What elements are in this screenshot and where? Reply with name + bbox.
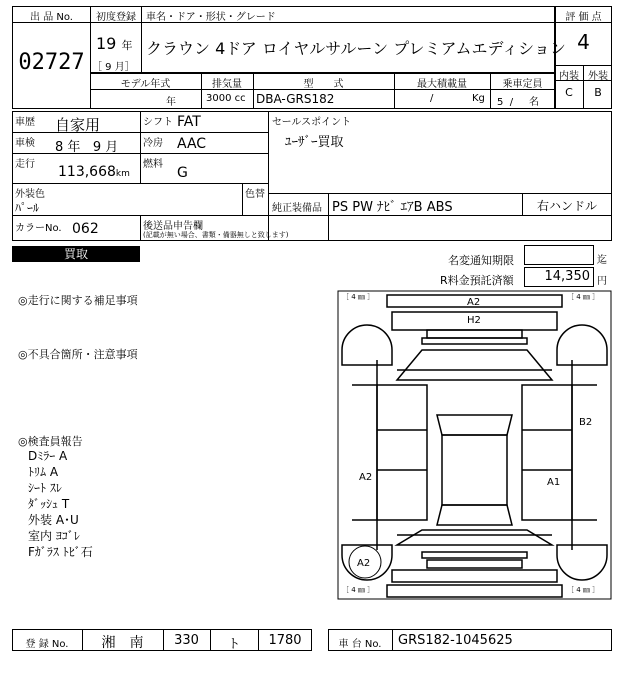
mark-right-door: A1 [547,477,561,488]
chassis-number: GRS182-1045625 [398,633,513,648]
color-no-label: カラーNo. [15,223,62,234]
registration-number: 1780 [268,633,302,648]
inspector-line: Fｶﾞﾗｽ ﾄﾋﾞ石 [28,545,93,559]
inspector-title: ◎検査員報告 [18,435,83,448]
mark-rear-circle: A2 [357,558,371,569]
mileage-value: 113,668 [58,164,116,180]
name-change-unit: 迄 [597,255,607,266]
history-label: 車歴 [15,117,35,128]
damage-diagram [337,290,612,600]
registration-kana: ト [227,637,241,652]
history: 自家用 [55,116,101,134]
registration-region: 湘 南 [101,635,144,651]
ac: AAC [177,136,207,152]
name-change-label: 名変通知期限 [448,254,514,267]
shift: FAT [177,114,201,130]
recycle-label: R料金預託済額 [440,274,514,287]
inspector-lines [28,448,93,560]
driving-notes-title: ◎走行に関する補足事項 [18,294,138,307]
max-load-label: 最大積載量 [417,79,467,90]
color-no: 062 [72,221,99,237]
ac-label: 冷房 [143,138,163,149]
lot-label: 出 品 No. [30,12,73,23]
mark-right-side: B2 [579,417,593,428]
mark-front-bumper: A2 [467,297,481,308]
exterior-color: ﾊﾟｰﾙ [15,201,40,215]
type-label: 型 式 [303,79,344,90]
tire-br: ［ 4 ㎜ ］ [567,586,600,594]
steering: 右ハンドル [536,199,597,213]
inspector-line: ﾄﾘﾑ A [28,465,59,479]
name-change-box [524,245,594,265]
capacity-number: 5 [497,97,504,108]
score-label: 評 価 点 [565,12,602,23]
fuel-label: 燃料 [143,159,163,170]
capacity-unit: 名 [529,97,540,108]
fuel: G [177,165,188,181]
shift-label: シフト [143,117,173,128]
inspector-line: Dﾐﾗｰ A [28,449,68,463]
mark-hood: H2 [467,315,481,326]
first-registration-label: 初度登録 [96,12,136,23]
chassis-label: 車 台 No. [338,639,382,650]
model-year-label: モデル年式 [120,79,171,90]
lot-number: 02727 [18,50,85,75]
inspector-line: ｼｰﾄ ｽﾚ [28,481,62,495]
displacement-unit: cc [234,93,246,104]
reg-year: 19 [96,34,117,53]
mileage-unit: km [115,169,130,179]
inspection-month-unit: 月 [105,140,119,155]
sales-point-label: セールスポイント [272,117,352,128]
inspection-month: 9 [92,140,102,155]
score: 4 [577,30,590,54]
displacement-label: 排気量 [212,79,242,90]
first-registration-year [96,34,132,53]
car-name-label: 車名・ドア・形状・グレード [146,12,276,23]
car-name: クラウン 4ドア ロイヤルサルーン プレミアムエディション [146,39,566,58]
tire-tr: ［ 4 ㎜ ］ [567,293,600,301]
equipment-label: 純正装備品 [272,203,322,214]
inspection-year: 8 [55,140,64,155]
registration-label: 登 録 No. [25,639,69,650]
recycle-amount: 14,350 [544,269,590,284]
first-registration-month: ［ 9 月］ [92,62,135,73]
repaint-label: 色替 [245,189,265,200]
defects-title: ◎不具合箇所・注意事項 [18,348,138,361]
max-load-sep: / [430,93,434,104]
inspection [55,136,118,155]
inspector-line: 外装 A･U [28,513,79,527]
registration-class: 330 [174,633,199,648]
purchase-badge: 買取 [12,246,140,262]
interior-label: 内装 [559,71,579,82]
displacement-value [206,93,246,104]
type-value: DBA-GRS182 [256,92,335,106]
displacement-number: 3000 [206,93,232,104]
mileage [58,164,130,180]
mileage-label: 走行 [15,159,35,170]
inspection-label: 車検 [15,138,35,149]
exterior-label: 外装 [588,71,608,82]
model-year-unit: 年 [166,97,176,108]
equipment: PS PW ﾅﾋﾞ ｴｱB ABS [332,200,453,215]
inspector-line: ﾀﾞｯｼｭ T [28,497,70,511]
interior-grade: C [565,86,573,99]
capacity-sep: / [509,97,514,108]
mark-left-door: A2 [359,472,373,483]
capacity-value [497,93,539,108]
tire-bl: ［ 4 ㎜ ］ [342,586,375,594]
recycle-unit: 円 [597,276,607,287]
capacity-label: 乗車定員 [502,79,543,90]
max-load-unit: Kg [472,93,485,104]
inspection-year-unit: 年 [67,140,81,155]
sales-point: ﾕｰｻﾞｰ買取 [285,135,344,150]
reg-year-unit: 年 [121,39,133,52]
diagram-frame [338,291,611,599]
inspector-line: 室内 ﾖｺﾞﾚ [28,529,80,543]
exterior-color-label: 外装色 [15,189,45,200]
exterior-grade: B [594,86,602,99]
aftermarket-label: 後送品申告欄 [143,221,203,232]
tire-tl: ［ 4 ㎜ ］ [342,293,375,301]
aftermarket-note: (記載が無い場合、書類・備器無しと致します) [143,231,289,239]
